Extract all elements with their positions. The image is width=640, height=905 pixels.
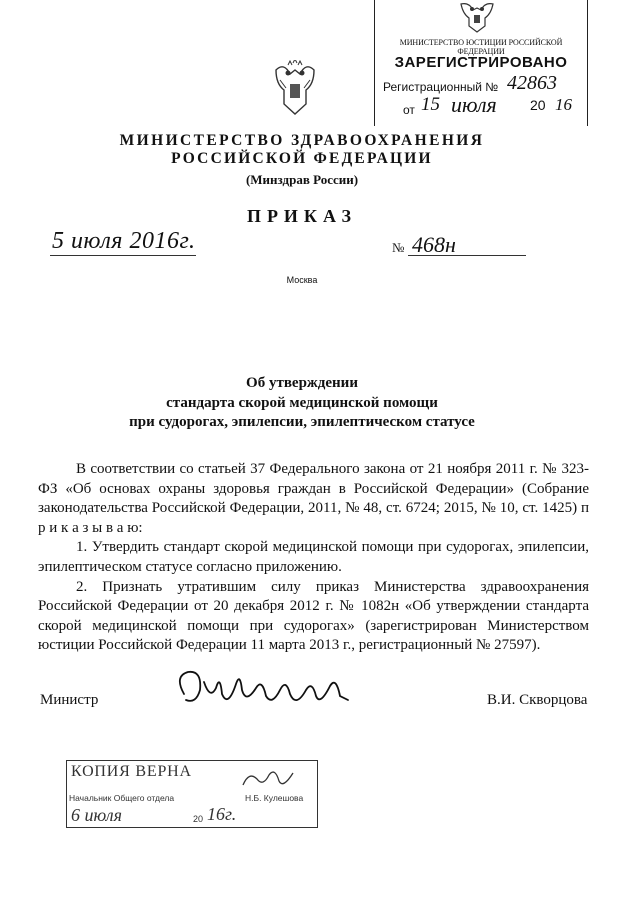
copy-stamp-department: Начальник Общего отдела xyxy=(69,793,175,803)
order-item-1: 1. Утвердить стандарт скорой медицинской помощи при судорогах, эпилепсии, эпилептическом статусе согласно приложению. xyxy=(38,539,589,575)
copy-stamp-year: 16г. xyxy=(207,804,237,824)
order-number-sign: № xyxy=(392,240,405,255)
copy-stamp-date: 6 июля xyxy=(71,805,122,825)
preamble-paragraph: В соответствии со статьей 37 Федерального закона от 21 ноября 2011 г. № 323-ФЗ «Об основах охраны здоровья граждан в Российской Федерации» (Собрание законодательства Российской Федерации, 2011, № 48, ст. 6724; 2015, № 10, ст. 1425) п р и к а з ы в а ю: xyxy=(38,461,589,536)
registration-stamp xyxy=(374,0,588,126)
city-name: Москва xyxy=(286,275,318,285)
signatory-name: В.И. Скворцова xyxy=(487,692,588,708)
registration-date-prefix: от xyxy=(403,103,415,117)
copy-verification-stamp xyxy=(66,760,318,828)
copy-stamp-person: Н.Б. Кулешова xyxy=(245,793,304,803)
registration-number-label: Регистрационный № xyxy=(383,80,499,94)
ministry-short-name: (Минздрав России) xyxy=(245,172,359,187)
order-number: 468н xyxy=(412,232,456,257)
order-body xyxy=(38,460,589,656)
coat-of-arms-icon xyxy=(455,0,499,34)
title-line: при судорогах, эпилепсии, эпилептическом статусе xyxy=(129,414,475,430)
copy-stamp-year-prefix: 20 xyxy=(193,814,204,824)
document-type: ПРИКАЗ xyxy=(246,206,358,226)
order-number-underline xyxy=(408,255,526,256)
copy-stamp-signature xyxy=(239,765,299,798)
signatory-position: Министр xyxy=(40,692,99,708)
title-line: Об утверждении xyxy=(246,375,358,391)
copy-stamp-title: КОПИЯ ВЕРНА xyxy=(71,763,192,780)
order-item-2: 2. Признать утратившим силу приказ Министерства здравоохранения Российской Федерации от 20 декабря 2012 г. № 1082н «Об утверждении стандарта скорой медицинской помощи при судорогах» (зарегистрирован Министерством юстиции Российской Федерации 11 марта 2013 г., регистрационный № 27597). xyxy=(38,578,589,654)
order-date: 5 июля 2016г. xyxy=(52,228,196,254)
registration-date-month: июля xyxy=(451,92,497,117)
title-line: стандарта скорой медицинской помощи xyxy=(166,394,438,411)
registration-date-year: 16 xyxy=(555,95,572,114)
registration-number: 42863 xyxy=(507,72,557,94)
registered-label: ЗАРЕГИСТРИРОВАНО xyxy=(394,54,568,71)
order-date-underline xyxy=(50,255,196,256)
handwritten-signature xyxy=(170,660,370,725)
coat-of-arms-icon xyxy=(268,60,322,118)
ministry-name-line2: РОССИЙСКОЙ ФЕДЕРАЦИИ xyxy=(171,150,433,167)
justice-ministry-label: МИНИСТЕРСТВО ЮСТИЦИИ РОССИЙСКОЙ ФЕДЕРАЦИИ xyxy=(399,38,563,56)
ministry-name-line1: МИНИСТЕРСТВО ЗДРАВООХРАНЕНИЯ xyxy=(119,132,485,149)
order-title xyxy=(60,374,544,433)
registration-date-year-prefix: 20 xyxy=(530,97,546,113)
registration-date-day: 15 xyxy=(421,94,440,115)
